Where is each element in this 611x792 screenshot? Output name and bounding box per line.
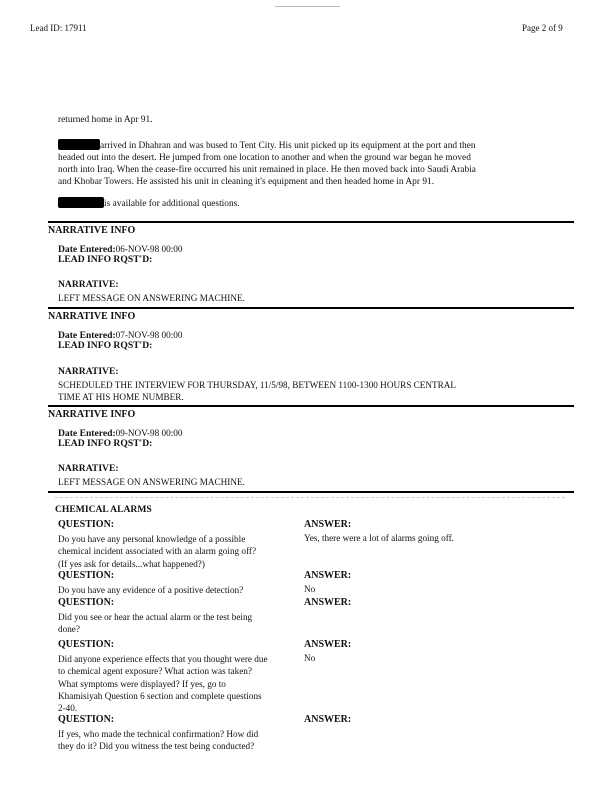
intro-paragraph-2 bbox=[58, 139, 578, 188]
question-text: Do you have any personal knowledge of a possible chemical incident associated with an alarm going off? (If yes ask for details...what happened?) bbox=[58, 534, 257, 569]
redaction-block bbox=[58, 197, 104, 208]
answer-label: ANSWER: bbox=[304, 519, 352, 530]
answer-label: ANSWER: bbox=[304, 597, 352, 608]
question-label: QUESTION: bbox=[58, 570, 115, 581]
date-entered-value: 06-NOV-98 00:00 bbox=[115, 244, 183, 254]
chemical-alarms-title: CHEMICAL ALARMS bbox=[55, 504, 152, 515]
answer-text: No bbox=[304, 584, 316, 594]
lead-info-label: LEAD INFO RQST'D: bbox=[58, 254, 153, 265]
answer-label: ANSWER: bbox=[304, 639, 352, 650]
lead-info-label: LEAD INFO RQST'D: bbox=[58, 340, 153, 351]
intro-line-1: returned home in Apr 91. bbox=[58, 115, 153, 125]
lead-id: Lead ID: 17911 bbox=[30, 23, 87, 33]
question-text: Do you have any evidence of a positive detection? bbox=[58, 585, 244, 595]
question-label: QUESTION: bbox=[58, 597, 115, 608]
date-entered-row: Date Entered:09-NOV-98 00:00 bbox=[58, 428, 183, 439]
date-entered-value: 07-NOV-98 00:00 bbox=[115, 330, 183, 340]
section-rule bbox=[48, 405, 574, 407]
lead-info-label: LEAD INFO RQST'D: bbox=[58, 438, 153, 449]
question-label: QUESTION: bbox=[58, 519, 115, 530]
section-rule bbox=[48, 491, 574, 493]
question-label: QUESTION: bbox=[58, 714, 115, 725]
section-rule bbox=[48, 307, 574, 309]
date-entered-row: Date Entered:06-NOV-98 00:00 bbox=[58, 244, 183, 255]
intro-paragraph-3 bbox=[58, 197, 240, 210]
narrative-info-heading: NARRATIVE INFO bbox=[48, 225, 136, 236]
para3-text: is available for additional questions. bbox=[104, 199, 240, 209]
top-rule bbox=[275, 6, 340, 7]
narrative-text: SCHEDULED THE INTERVIEW FOR THURSDAY, 11/5/98, BETWEEN 1100-1300 HOURS CENTRAL bbox=[58, 380, 456, 390]
page-number: Page 2 of 9 bbox=[522, 23, 563, 33]
answer-label: ANSWER: bbox=[304, 570, 352, 581]
question-text: If yes, who made the technical confirmation? How did they do it? Did you witness the test being conducted? bbox=[58, 729, 259, 752]
narrative-label: NARRATIVE: bbox=[58, 366, 119, 377]
redaction-block bbox=[58, 139, 100, 150]
narrative-text-line2: TIME AT HIS HOME NUMBER. bbox=[58, 392, 184, 402]
para2-line4: and Khobar Towers. He assisted his unit in cleaning it's equipment and then headed home in Apr 91. bbox=[58, 177, 435, 187]
date-entered-value: 09-NOV-98 00:00 bbox=[115, 428, 183, 438]
faint-dashed-rule bbox=[55, 497, 565, 498]
narrative-info-heading: NARRATIVE INFO bbox=[48, 409, 136, 420]
question-text: Did anyone experience effects that you thought were due to chemical agent exposure? What action was taken? What symptoms were displayed? If yes, go to Khamisiyah Question 6 section and complete questions 2-40. bbox=[58, 654, 268, 714]
narrative-text: LEFT MESSAGE ON ANSWERING MACHINE. bbox=[58, 293, 245, 303]
narrative-text: LEFT MESSAGE ON ANSWERING MACHINE. bbox=[58, 477, 245, 487]
narrative-label: NARRATIVE: bbox=[58, 463, 119, 474]
para2-line2: headed out into the desert. He jumped from one location to another and when the ground war began he moved bbox=[58, 153, 471, 163]
narrative-label: NARRATIVE: bbox=[58, 279, 119, 290]
narrative-info-heading: NARRATIVE INFO bbox=[48, 311, 136, 322]
question-text: Did you see or hear the actual alarm or the test being done? bbox=[58, 612, 253, 635]
para2-line3: north into Iraq. When the cease-fire occurred his unit remained in place. He then moved back into Saudi Arabia bbox=[58, 165, 476, 175]
answer-text: No bbox=[304, 653, 316, 663]
para2-line1: arrived in Dhahran and was bused to Tent City. His unit picked up its equipment at the port and then bbox=[100, 141, 476, 151]
answer-text: Yes, there were a lot of alarms going off. bbox=[304, 533, 454, 543]
section-rule bbox=[48, 221, 574, 223]
date-entered-row: Date Entered:07-NOV-98 00:00 bbox=[58, 330, 183, 341]
answer-label: ANSWER: bbox=[304, 714, 352, 725]
question-label: QUESTION: bbox=[58, 639, 115, 650]
